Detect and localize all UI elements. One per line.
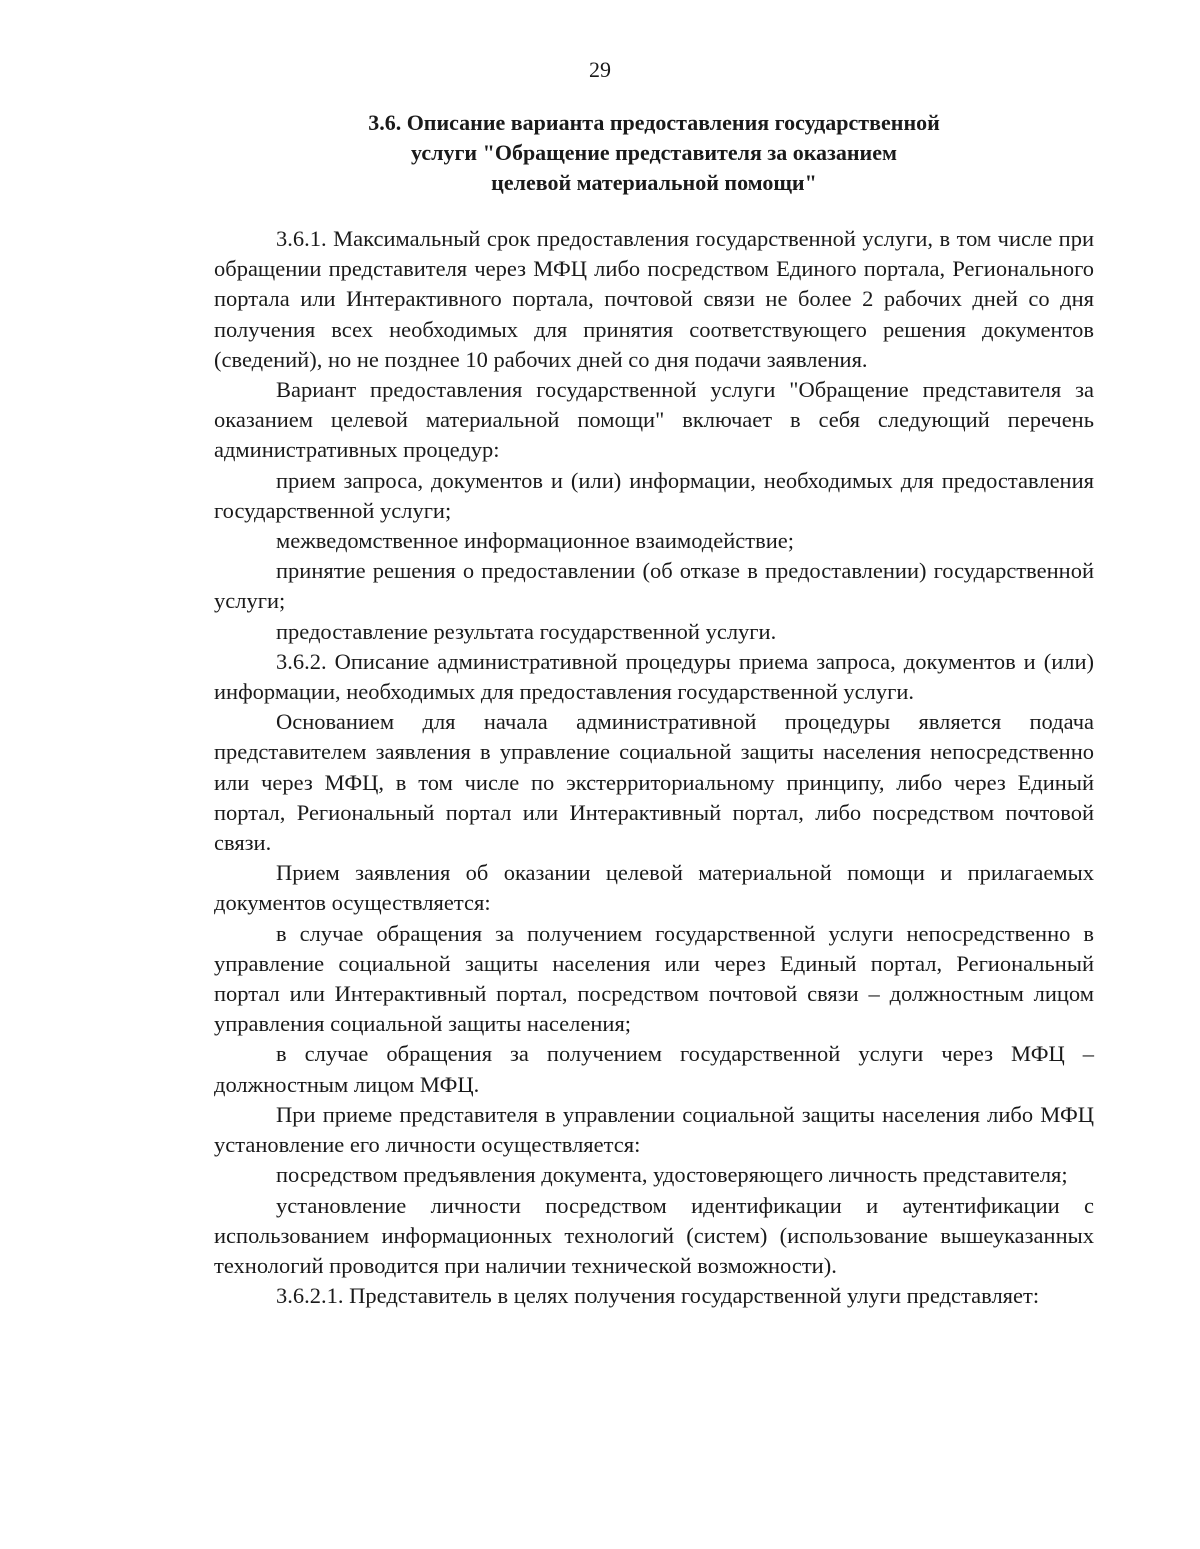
paragraph-3-6-2-1: 3.6.2.1. Представитель в целях получения государственной улуги представляет: bbox=[276, 1283, 1040, 1309]
section-heading-line-1: 3.6. Описание варианта предоставления государственной bbox=[368, 110, 940, 135]
paragraph-3-6-1: 3.6.1. Максимальный срок предоставления государственной услуги, в том числе при обращении представителя через МФЦ либо посредством Единого портала, Регионального портала или Интерактивного портала, почтовой связи не более 2 рабочих дней со дня получения всех необходимых для принятия соответствующего решения документов (сведений), но не позднее 10 рабочих дней со дня подачи заявления. bbox=[214, 226, 1094, 372]
reception-item-mfc: в случае обращения за получением государственной услуги через МФЦ – должностным лицом МФЦ. bbox=[214, 1041, 1094, 1097]
paragraph-variant-description: Вариант предоставления государственной услуги "Обращение представителя за оказанием целевой материальной помощи" включает в себя следующий перечень административных процедур: bbox=[214, 377, 1094, 463]
paragraph-3-6-2: 3.6.2. Описание административной процедуры приема запроса, документов и (или) информации, необходимых для предоставления государственной услуги. bbox=[214, 648, 1094, 705]
section-heading-line-3: целевой материальной помощи" bbox=[491, 170, 817, 195]
procedure-item-result: предоставление результата государственной услуги. bbox=[276, 618, 777, 644]
paragraph-grounds: Основанием для начала административной процедуры является подача представителем заявления в управление социальной защиты населения непосредственно или через МФЦ, в том числе по экстерриториальному принципу, либо через Единый портал, Региональный портал или Интерактивный портал, либо посредством почтовой связи. bbox=[214, 709, 1094, 856]
identity-item-document: посредством предъявления документа, удостоверяющего личность представителя; bbox=[276, 1162, 1068, 1188]
procedure-item-interagency: межведомственное информационное взаимодействие; bbox=[276, 528, 794, 554]
paragraph-reception-intro: Прием заявления об оказании целевой материальной помощи и прилагаемых документов осуществляется: bbox=[214, 860, 1094, 916]
paragraph-identity-intro: При приеме представителя в управлении социальной защиты населения либо МФЦ установление его личности осуществляется: bbox=[214, 1101, 1094, 1158]
procedure-item-reception: прием запроса, документов и (или) информации, необходимых для предоставления государственной услуги; bbox=[214, 467, 1094, 523]
identity-item-authentication: установление личности посредством идентификации и аутентификации с использованием информационных технологий (систем) (использование вышеуказанных технологий проводится при наличии технической возможности). bbox=[214, 1192, 1094, 1278]
section-heading bbox=[214, 108, 1094, 198]
page-number: 29 bbox=[589, 57, 611, 82]
section-heading-line-2: услуги "Обращение представителя за оказанием bbox=[411, 140, 897, 165]
document-body bbox=[214, 224, 1094, 1311]
reception-item-direct: в случае обращения за получением государственной услуги непосредственно в управление социальной защиты населения или через Единый портал, Региональный портал или Интерактивный портал, посредством почтовой связи – должностным лицом управления социальной защиты населения; bbox=[214, 920, 1094, 1037]
procedure-item-decision: принятие решения о предоставлении (об отказе в предоставлении) государственной услуги; bbox=[214, 558, 1094, 614]
